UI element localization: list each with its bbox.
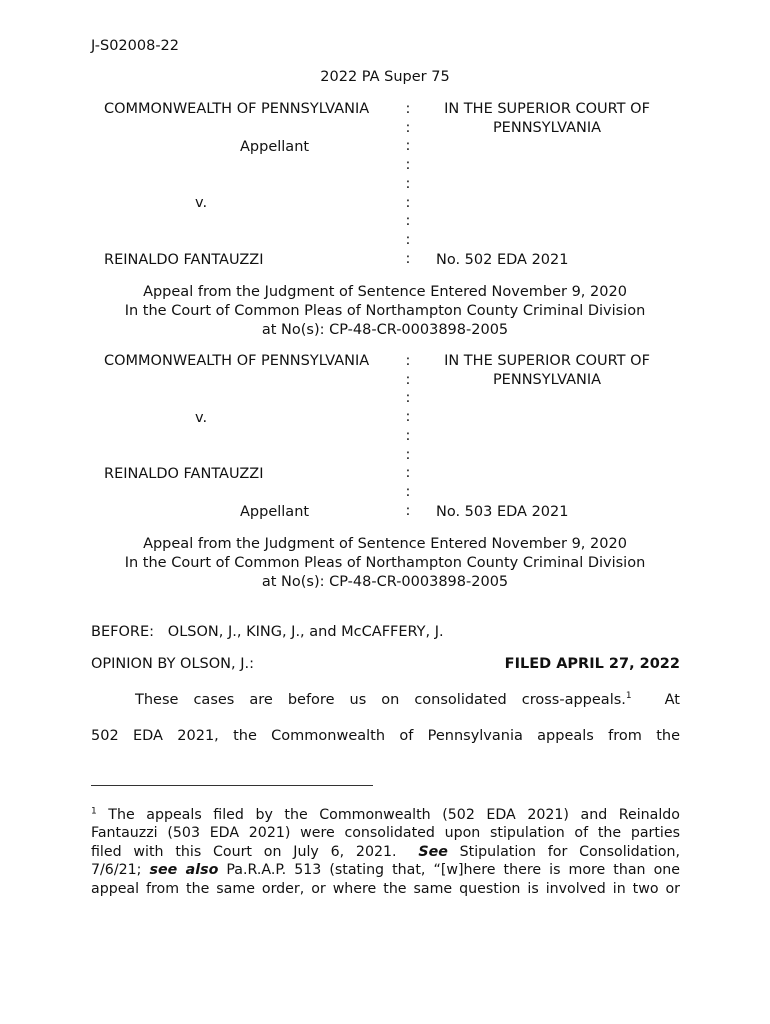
colon: :	[405, 502, 411, 519]
colon: :	[405, 175, 411, 192]
caption1-versus: v.	[195, 195, 208, 211]
footnote-line-3-text: filed with this Court on July 6, 2021.	[91, 843, 397, 860]
caption2-plaintiff: COMMONWEALTH OF PENNSYLVANIA	[104, 353, 370, 369]
filed-date: FILED APRIL 27, 2022	[504, 656, 680, 672]
footnote-reference[interactable]: 1	[625, 691, 632, 702]
colon: :	[405, 427, 411, 444]
footnote-line-1-text: The appeals filed by the Commonwealth (502 EDA 2021) and Reinaldo	[108, 807, 680, 823]
colon: :	[405, 483, 411, 500]
colon: :	[405, 465, 411, 482]
colon: :	[405, 138, 411, 155]
caption2-appeal-line2: In the Court of Common Pleas of Northampton County Criminal Division	[124, 555, 646, 571]
caption2-docket-no: No. 503 EDA 2021	[436, 504, 569, 520]
body-line-1-text: These cases are before us on consolidated cross-appeals.	[135, 692, 626, 708]
footnote-marker: 1	[91, 806, 97, 817]
footnote-line-3-end: Stipulation for Consolidation,	[459, 843, 680, 860]
colon: :	[405, 371, 411, 388]
docket-number: J-S02008-22	[91, 38, 180, 54]
colon: :	[405, 446, 411, 463]
caption2-colon-column	[403, 352, 413, 520]
body-line-1-end: At	[664, 692, 680, 708]
colon: :	[405, 101, 411, 117]
caption2-appeal-line1: Appeal from the Judgment of Sentence Entered November 9, 2020	[143, 536, 627, 552]
colon: :	[405, 409, 411, 426]
footnote-line-4-end: Pa.R.A.P. 513 (stating that, “[w]here there is more than one	[226, 862, 681, 879]
caption1-court-line1: IN THE SUPERIOR COURT OF	[444, 101, 650, 117]
caption1-appeal-line1: Appeal from the Judgment of Sentence Entered November 9, 2020	[143, 284, 627, 300]
colon: :	[405, 157, 411, 174]
citation: 2022 PA Super 75	[320, 69, 450, 85]
caption2-defendant: REINALDO FANTAUZZI	[104, 466, 264, 482]
footnote-line-4-start: 7/6/21;	[91, 862, 142, 879]
colon: :	[405, 194, 411, 211]
body-paragraph	[91, 691, 680, 745]
body-line-2: 502 EDA 2021, the Commonwealth of Pennsylvania appeals from the	[91, 728, 680, 744]
footnote-signal-see: See	[418, 843, 448, 860]
caption2-defendant-role: Appellant	[240, 504, 310, 520]
body-line-1	[91, 691, 680, 709]
caption1-appeal-line3: at No(s): CP-48-CR-0003898-2005	[261, 322, 509, 338]
colon: :	[405, 353, 411, 369]
colon: :	[405, 250, 411, 267]
footnote-line-5: appeal from the same order, or where the same question is involved in two or	[91, 880, 680, 897]
colon: :	[405, 231, 411, 248]
colon: :	[405, 213, 411, 230]
opinion-by: OPINION BY OLSON, J.:	[91, 656, 254, 672]
colon: :	[405, 119, 411, 136]
caption1-colon-column	[403, 100, 413, 268]
footnote-line-2: Fantauzzi (503 EDA 2021) were consolidated upon stipulation of the parties	[91, 825, 680, 842]
footnote-divider	[91, 785, 373, 786]
caption1-court-line2: PENNSYLVANIA	[492, 120, 602, 136]
footnote-line-1	[91, 806, 680, 824]
footnote-line-3	[91, 843, 680, 861]
caption1-plaintiff: COMMONWEALTH OF PENNSYLVANIA	[104, 101, 370, 117]
caption1-docket-no: No. 502 EDA 2021	[436, 252, 569, 268]
caption2-court-line2: PENNSYLVANIA	[492, 372, 602, 388]
caption1-defendant: REINALDO FANTAUZZI	[104, 252, 264, 268]
caption2-appeal-line3: at No(s): CP-48-CR-0003898-2005	[261, 574, 509, 590]
caption1-appeal-line2: In the Court of Common Pleas of Northampton County Criminal Division	[124, 303, 646, 319]
caption2-court-line1: IN THE SUPERIOR COURT OF	[444, 353, 650, 369]
caption1-plaintiff-role: Appellant	[240, 139, 310, 155]
panel-line: BEFORE: OLSON, J., KING, J., and McCAFFERY, J.	[91, 624, 444, 640]
colon: :	[405, 390, 411, 407]
caption2-versus: v.	[195, 410, 208, 426]
footnote-signal-see-also: see also	[149, 862, 219, 879]
footnote-line-4	[91, 861, 680, 879]
footnote-1	[91, 806, 680, 898]
